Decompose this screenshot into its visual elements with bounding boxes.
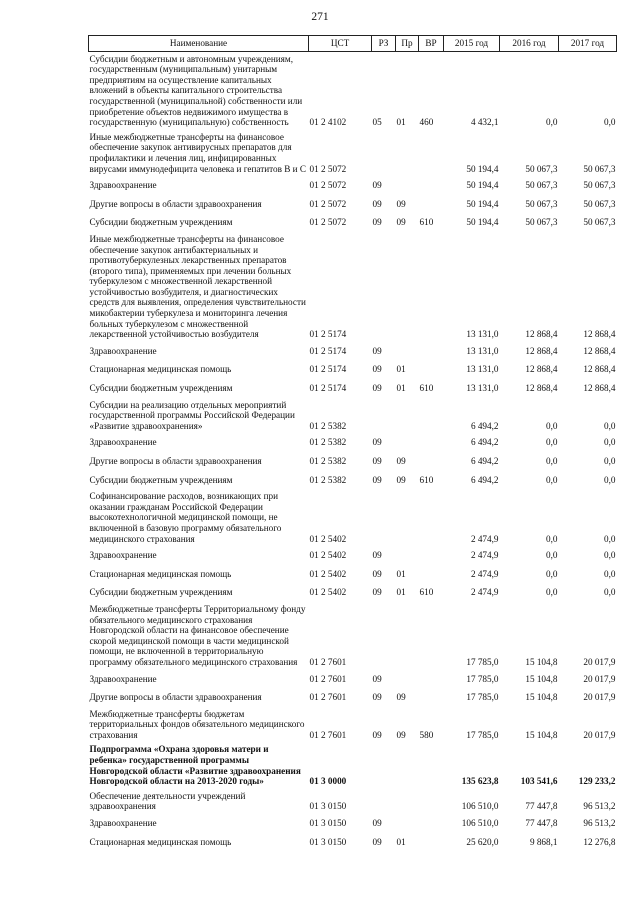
page-number: 271	[311, 11, 329, 23]
cell-y2016: 15 104,8	[525, 656, 558, 667]
cell-y2017: 12 868,4	[583, 364, 616, 375]
cell-y2017: 96 513,2	[583, 801, 616, 812]
cell-y2015: 6 494,2	[470, 456, 499, 466]
cell-y2017: 129 233,2	[578, 776, 616, 787]
cell-name: Здравоохранение	[89, 437, 157, 448]
cell-y2015: 135 623,8	[461, 776, 499, 787]
cell-pr: 09	[396, 198, 406, 209]
cell-name: Субсидии бюджетным учреждениям	[89, 217, 233, 228]
cell-y2017: 50 067,3	[583, 180, 616, 191]
cell-pr	[396, 742, 419, 788]
cell-cst: 01 2 5382	[309, 456, 347, 466]
table-row	[89, 342, 617, 361]
cell-vr: 610	[419, 217, 434, 228]
cell-vr	[419, 833, 444, 852]
cell-rz	[372, 130, 396, 176]
cell-rz: 09	[372, 550, 382, 561]
cell-vr	[419, 232, 444, 342]
cell-cst: 01 2 5402	[309, 550, 347, 561]
cell-y2017: 20 017,9	[583, 692, 616, 703]
cell-y2015: 13 131,0	[466, 383, 499, 394]
cell-pr	[396, 489, 419, 546]
cell-y2015: 50 194,4	[466, 180, 499, 191]
cell-name: Субсидии бюджетным учреждениям	[89, 587, 233, 598]
cell-y2015: 17 785,0	[466, 692, 499, 703]
cell-cst: 01 2 5174	[309, 329, 347, 340]
cell-pr	[396, 130, 419, 176]
cell-vr	[419, 670, 444, 689]
table-row	[89, 546, 617, 565]
table-row	[89, 583, 617, 602]
cell-rz: 09	[372, 345, 382, 356]
cell-pr	[396, 342, 419, 361]
cell-cst: 01 2 5382	[309, 420, 347, 431]
table-row	[89, 195, 617, 214]
cell-vr: 610	[419, 383, 434, 394]
cell-y2016: 0,0	[546, 474, 558, 485]
cell-y2016: 0,0	[546, 456, 558, 466]
table-row	[89, 213, 617, 232]
cell-pr: 09	[396, 474, 406, 485]
cell-y2017: 12 868,4	[583, 345, 616, 356]
cell-rz: 09	[372, 456, 382, 466]
cell-y2017: 0,0	[604, 587, 616, 598]
cell-y2015: 25 620,0	[466, 836, 499, 847]
cell-vr	[419, 195, 444, 214]
table-row	[89, 707, 617, 743]
cell-cst: 01 3 0150	[309, 801, 347, 812]
cell-pr: 01	[396, 836, 406, 847]
cell-y2015: 13 131,0	[466, 364, 499, 375]
cell-pr	[396, 814, 419, 833]
cell-y2015: 106 510,0	[461, 818, 499, 829]
cell-vr	[419, 360, 444, 379]
cell-y2016: 50 067,3	[525, 163, 558, 174]
cell-y2016: 15 104,8	[525, 673, 558, 684]
cell-vr	[419, 546, 444, 565]
cell-rz: 09	[372, 180, 382, 191]
cell-y2017: 0,0	[604, 437, 616, 448]
cell-y2016: 12 868,4	[525, 345, 558, 356]
cell-rz: 09	[372, 383, 382, 394]
cell-rz	[372, 232, 396, 342]
cell-y2015: 6 494,2	[470, 474, 499, 485]
cell-name: Другие вопросы в области здравоохранения	[89, 692, 262, 703]
cell-y2017: 12 276,8	[583, 836, 616, 847]
cell-y2017: 0,0	[604, 568, 616, 579]
cell-cst: 01 2 7601	[309, 656, 347, 667]
cell-y2017: 50 067,3	[583, 163, 616, 174]
table-row	[89, 398, 617, 434]
cell-vr: 610	[419, 474, 434, 485]
cell-y2015: 2 474,9	[470, 533, 499, 544]
cell-y2016: 15 104,8	[525, 729, 558, 740]
cell-y2016: 0,0	[546, 420, 558, 431]
cell-name: Иные межбюджетные трансферты на финансовое обеспечение закупок антибактериальных и противотуберкулезных лекарственных препаратов (второго типа), применяемых при лечении больных туберкулезом с множественной лекарственной устойчивостью возбудителя, и диагностических средств для выявления, определения чувствительности микобактерии туберкулеза и мониторинга лечения больных туберкулезом с множественной лекарственной устойчивостью возбудителя	[89, 233, 306, 340]
cell-cst: 01 2 5072	[309, 163, 347, 174]
table-row	[89, 51, 617, 130]
cell-pr: 09	[396, 692, 406, 703]
cell-vr	[419, 602, 444, 670]
cell-rz: 09	[372, 692, 382, 703]
cell-vr	[419, 565, 444, 584]
cell-pr: 01	[396, 383, 406, 394]
budget-table	[88, 35, 617, 851]
cell-rz	[372, 602, 396, 670]
cell-y2015: 6 494,2	[470, 420, 499, 431]
cell-rz: 05	[372, 117, 382, 128]
cell-name: Межбюджетные трансферты бюджетам территориальных фондов обязательного медицинского страхования	[89, 708, 305, 740]
cell-cst: 01 2 5174	[309, 364, 347, 375]
cell-y2015: 4 432,1	[470, 117, 499, 128]
cell-name: Другие вопросы в области здравоохранения	[89, 456, 262, 466]
table-row	[89, 814, 617, 833]
cell-pr: 09	[396, 217, 406, 228]
cell-name: Субсидии бюджетным учреждениям	[89, 474, 233, 485]
cell-y2015: 2 474,9	[470, 550, 499, 561]
cell-name: Субсидии бюджетным учреждениям	[89, 383, 233, 394]
cell-y2016: 77 447,8	[525, 801, 558, 812]
cell-y2017: 0,0	[604, 456, 616, 466]
cell-y2016: 103 541,6	[520, 776, 558, 787]
cell-pr	[396, 398, 419, 434]
cell-y2016: 0,0	[546, 117, 558, 128]
table-header-row	[89, 36, 617, 52]
cell-y2017: 12 868,4	[583, 383, 616, 394]
cell-cst: 01 2 7601	[309, 692, 347, 703]
cell-cst: 01 2 5072	[309, 180, 347, 191]
cell-pr: 01	[396, 568, 406, 579]
cell-y2016: 50 067,3	[525, 180, 558, 191]
table-row	[89, 452, 617, 471]
cell-y2015: 13 131,0	[466, 345, 499, 356]
cell-rz: 09	[372, 364, 382, 375]
cell-cst: 01 2 5382	[309, 437, 347, 448]
cell-name: Здравоохранение	[89, 818, 157, 829]
cell-name: Стационарная медицинская помощь	[89, 364, 232, 375]
cell-y2017: 0,0	[604, 474, 616, 485]
cell-rz: 09	[372, 818, 382, 829]
cell-name: Обеспечение деятельности учреждений здравоохранения	[89, 790, 246, 812]
cell-y2017: 20 017,9	[583, 729, 616, 740]
cell-y2016: 0,0	[546, 568, 558, 579]
cell-name: Субсидии бюджетным и автономным учреждениям, государственным (муниципальным) унитарным предприятиям на осуществление капитальных вложений в объекты капитального строительства государственной (муниципальной) собственности или приобретение объектов недвижимого имущества в государственную (муниципальную) собственность	[89, 53, 303, 128]
header-vr: ВР	[419, 36, 444, 52]
cell-y2016: 50 067,3	[525, 217, 558, 228]
cell-cst: 01 2 5382	[309, 474, 347, 485]
cell-name: Здравоохранение	[89, 673, 157, 684]
cell-pr	[396, 602, 419, 670]
cell-y2017: 96 513,2	[583, 818, 616, 829]
cell-cst: 01 2 4102	[309, 117, 347, 128]
cell-y2017: 0,0	[604, 420, 616, 431]
cell-name: Подпрограмма «Охрана здоровья матери и ребенка» государственной программы Новгородской области «Развитие здравоохранения Новгородской области на 2013-2020 годы»	[89, 744, 301, 787]
cell-y2016: 0,0	[546, 587, 558, 598]
cell-y2015: 2 474,9	[470, 587, 499, 598]
cell-y2015: 2 474,9	[470, 568, 499, 579]
cell-y2016: 15 104,8	[525, 692, 558, 703]
cell-y2016: 77 447,8	[525, 818, 558, 829]
cell-y2015: 17 785,0	[466, 656, 499, 667]
cell-y2016: 0,0	[546, 550, 558, 561]
table-row	[89, 742, 617, 788]
table-row	[89, 232, 617, 342]
table-row	[89, 489, 617, 546]
cell-cst: 01 2 5174	[309, 383, 347, 394]
cell-vr	[419, 342, 444, 361]
table-row	[89, 379, 617, 398]
cell-vr	[419, 688, 444, 707]
header-cst: ЦСТ	[309, 36, 372, 52]
cell-y2015: 6 494,2	[470, 437, 499, 448]
cell-rz: 09	[372, 217, 382, 228]
cell-rz	[372, 398, 396, 434]
cell-pr	[396, 176, 419, 195]
cell-vr	[419, 130, 444, 176]
cell-rz: 09	[372, 673, 382, 684]
cell-y2015: 17 785,0	[466, 729, 499, 740]
cell-pr	[396, 232, 419, 342]
table-row	[89, 789, 617, 814]
cell-name: Софинансирование расходов, возникающих при оказании гражданам Российской Федерации высокотехнологичной медицинской помощи, не включенной в базовую программу обязательного медицинского страхования	[89, 491, 282, 544]
cell-name: Здравоохранение	[89, 550, 157, 561]
cell-y2016: 0,0	[546, 533, 558, 544]
cell-rz: 09	[372, 198, 382, 209]
cell-pr: 01	[396, 364, 406, 375]
cell-vr	[419, 433, 444, 452]
cell-y2017: 0,0	[604, 117, 616, 128]
cell-cst: 01 2 5402	[309, 568, 347, 579]
cell-y2016: 0,0	[546, 437, 558, 448]
cell-pr: 01	[396, 587, 406, 598]
cell-y2015: 50 194,4	[466, 163, 499, 174]
cell-rz: 09	[372, 437, 382, 448]
cell-name: Стационарная медицинская помощь	[89, 568, 232, 579]
cell-y2017: 50 067,3	[583, 217, 616, 228]
cell-name: Межбюджетные трансферты Территориальному фонду обязательного медицинского страхования Новгородской области на финансовое обеспечение скорой медицинской помощи в части медицинской помощи, не включенной в территориальную программу обязательного медицинского страхования	[89, 603, 306, 667]
cell-cst: 01 3 0150	[309, 836, 347, 847]
table-row	[89, 688, 617, 707]
cell-cst: 01 3 0000	[309, 776, 347, 787]
cell-y2015: 50 194,4	[466, 198, 499, 209]
cell-vr	[419, 489, 444, 546]
cell-rz: 09	[372, 587, 382, 598]
cell-pr	[396, 433, 419, 452]
cell-y2016: 12 868,4	[525, 364, 558, 375]
cell-name: Здравоохранение	[89, 180, 157, 191]
cell-vr	[419, 176, 444, 195]
cell-y2016: 9 868,1	[529, 836, 558, 847]
header-2016: 2016 год	[500, 36, 559, 52]
cell-rz	[372, 789, 396, 814]
cell-cst: 01 2 5072	[309, 198, 347, 209]
cell-y2015: 17 785,0	[466, 673, 499, 684]
header-2015: 2015 год	[444, 36, 500, 52]
cell-cst: 01 2 5072	[309, 217, 347, 228]
cell-pr: 09	[396, 456, 406, 466]
table-row	[89, 433, 617, 452]
cell-vr: 610	[419, 587, 434, 598]
cell-cst: 01 3 0150	[309, 818, 347, 829]
cell-y2016: 50 067,3	[525, 198, 558, 209]
table-row	[89, 565, 617, 584]
table-body	[89, 51, 617, 851]
cell-pr	[396, 546, 419, 565]
cell-cst: 01 2 5402	[309, 587, 347, 598]
cell-y2015: 50 194,4	[466, 217, 499, 228]
cell-rz	[372, 489, 396, 546]
cell-y2017: 20 017,9	[583, 656, 616, 667]
cell-vr	[419, 814, 444, 833]
cell-pr: 01	[396, 117, 406, 128]
cell-name: Субсидии на реализацию отдельных мероприятий государственной программы Российской Федерации «Развитие здравоохранения»	[89, 399, 295, 431]
cell-rz: 09	[372, 729, 382, 740]
table-row	[89, 130, 617, 176]
cell-rz: 09	[372, 836, 382, 847]
header-name: Наименование	[89, 36, 309, 52]
table-row	[89, 833, 617, 852]
table-row	[89, 360, 617, 379]
cell-name: Другие вопросы в области здравоохранения	[89, 198, 262, 209]
cell-vr	[419, 742, 444, 788]
cell-cst: 01 2 5174	[309, 345, 347, 356]
cell-rz: 09	[372, 568, 382, 579]
cell-rz	[372, 742, 396, 788]
cell-y2017: 12 868,4	[583, 329, 616, 340]
cell-y2016: 12 868,4	[525, 383, 558, 394]
cell-vr	[419, 452, 444, 471]
cell-cst: 01 2 7601	[309, 729, 347, 740]
cell-vr	[419, 789, 444, 814]
cell-y2017: 0,0	[604, 533, 616, 544]
cell-y2017: 0,0	[604, 550, 616, 561]
cell-y2016: 12 868,4	[525, 329, 558, 340]
cell-vr	[419, 398, 444, 434]
cell-y2017: 50 067,3	[583, 198, 616, 209]
cell-pr	[396, 670, 419, 689]
cell-y2015: 13 131,0	[466, 329, 499, 340]
cell-name: Здравоохранение	[89, 345, 157, 356]
cell-rz: 09	[372, 474, 382, 485]
table-row	[89, 471, 617, 490]
header-pr: Пр	[396, 36, 419, 52]
cell-vr: 460	[419, 117, 434, 128]
cell-y2017: 20 017,9	[583, 673, 616, 684]
cell-name: Стационарная медицинская помощь	[89, 836, 232, 847]
cell-name: Иные межбюджетные трансферты на финансовое обеспечение закупок антивирусных препаратов для профилактики и лечения лиц, инфицированных вирусами иммунодефицита человека и гепатитов В и С	[89, 131, 307, 174]
cell-cst: 01 2 5402	[309, 533, 347, 544]
cell-pr: 09	[396, 729, 406, 740]
header-2017: 2017 год	[559, 36, 617, 52]
table-row	[89, 670, 617, 689]
cell-cst: 01 2 7601	[309, 673, 347, 684]
table-row	[89, 602, 617, 670]
cell-pr	[396, 789, 419, 814]
table-row	[89, 176, 617, 195]
header-rz: РЗ	[372, 36, 396, 52]
cell-y2015: 106 510,0	[461, 801, 499, 812]
cell-vr: 580	[419, 729, 434, 740]
